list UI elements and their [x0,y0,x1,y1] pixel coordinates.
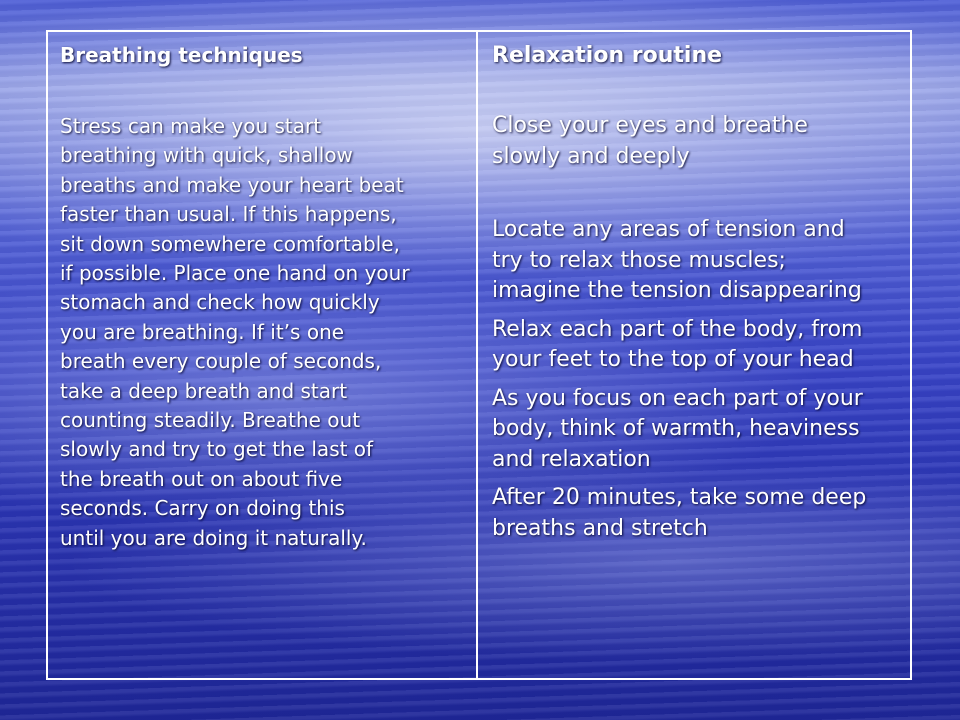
paragraph-line: take a deep breath and start [60,378,348,403]
routine-step-5 [492,483,898,544]
step-line: and relaxation [492,446,651,472]
step-line: body, think of warmth, heaviness [492,416,860,441]
step-line: After 20 minutes, take some deep [492,485,867,510]
paragraph-line: slowly and try to get the last of [60,437,374,462]
step-line: try to relax those muscles; [492,247,786,273]
step-line: breaths and stretch [492,515,708,541]
step-line: Locate any areas of tension and [492,217,845,242]
paragraph-line: until you are doing it naturally. [60,525,367,550]
breathing-paragraph [60,112,464,553]
routine-step-3 [492,315,898,376]
paragraph-line: Stress can make you start [60,114,322,138]
paragraph-line: sit down somewhere comfortable, [60,231,400,256]
paragraph-line: stomach and check how quickly [60,290,380,315]
paragraph-line: breathing with quick, shallow [60,143,353,168]
relaxation-heading: Relaxation routine [492,43,723,68]
step-line: slowly and deeply [492,143,690,169]
step-line: your feet to the top of your head [492,347,854,372]
relaxation-column [478,32,910,678]
step-line: As you focus on each part of your [492,385,863,411]
step-line: Relax each part of the body, from [492,316,863,342]
content-table [46,30,912,680]
paragraph-line: breaths and make your heart beat [60,172,404,197]
paragraph-line: the breath out on about five [60,466,343,491]
step-line: imagine the tension disappearing [492,278,862,303]
paragraph-line: you are breathing. If it’s one [60,319,345,344]
paragraph-line: seconds. Carry on doing this [60,496,345,521]
paragraph-line: faster than usual. If this happens, [60,202,397,227]
paragraph-line: if possible. Place one hand on your [60,261,410,286]
breathing-heading: Breathing techniques [60,43,303,67]
step-line: Close your eyes and breathe [492,113,808,138]
paragraph-line: counting steadily. Breathe out [60,408,361,433]
routine-step-1 [492,111,898,172]
breathing-column [48,32,478,678]
routine-step-4 [492,384,898,476]
paragraph-line: breath every couple of seconds, [60,349,382,374]
routine-step-2 [492,215,898,307]
